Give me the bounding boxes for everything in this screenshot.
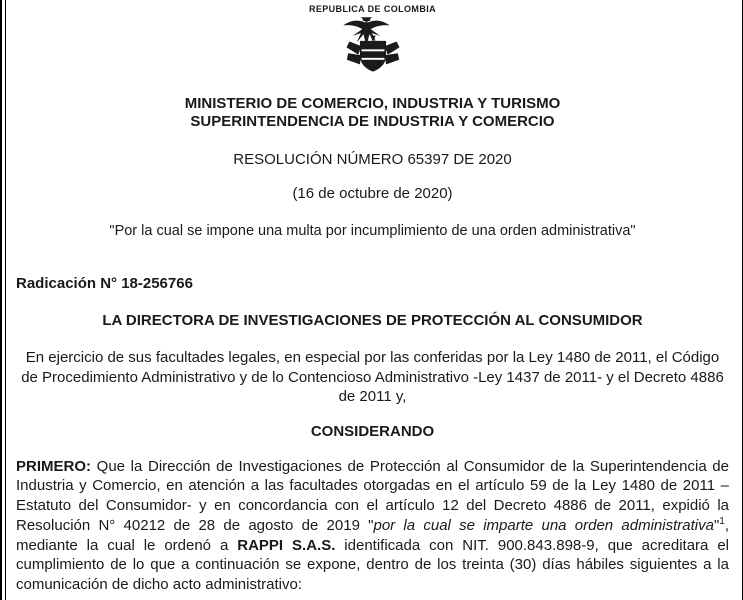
radicacion-number: Radicación N° 18-256766 [16,275,193,292]
primero-quote-close: " [713,516,720,534]
country-label: REPUBLICA DE COLOMBIA [308,4,437,14]
paragraph-primero [16,457,729,596]
colombia-coat-of-arms-icon [333,16,413,84]
page-edge-line-left-inner [5,0,6,600]
company-name: RAPPI S.A.S. [237,536,336,554]
issuing-authority-heading: LA DIRECTORA DE INVESTIGACIONES DE PROTECCIÓN AL CONSUMIDOR [102,312,643,329]
primero-text-2: , mediante la cual le ordenó a [16,516,729,554]
primero-quoted-order-title: por la cual se imparte una orden administrativa [373,516,714,534]
page-edge-line-left-outer [0,0,2,600]
emblem-container [16,16,729,86]
ministry-title-line1: MINISTERIO DE COMERCIO, INDUSTRIA Y TURISMO [184,95,561,112]
primero-label: PRIMERO: [16,457,91,475]
ministry-title-block [16,95,729,131]
primero-text-1: Que la Dirección de Investigaciones de Protección al Consumidor de la Superintendencia de Industria y Comercio, en atención a las facultades otorgadas en el artículo 59 de la Ley 1480 de 2011 –Estatuto del Consumidor- y en concordancia con el artículo 12 del Decreto 4886 de 2011, expidió la Resolución N° 40212 de 28 de agosto de 2019 " [16,457,729,534]
legal-preamble: En ejercicio de sus facultades legales, en especial por las conferidas por la Ley 1480 de 2011, el Código de Procedimiento Administrativo y de lo Contencioso Administrativo -Ley 1437 de 2011- y el Decreto 4886 de 2011 y, [21,349,724,405]
resolution-number-line: RESOLUCIÓN NÚMERO 65397 DE 2020 [233,151,512,168]
footnote-reference-1: 1 [719,515,725,527]
ministry-title-line2: SUPERINTENDENCIA DE INDUSTRIA Y COMERCIO [190,113,555,130]
resolution-subject-line: "Por la cual se impone una multa por incumplimiento de una orden administrativa" [109,223,636,239]
primero-text-3: identificada con NIT. 900.843.898-9, que acreditara el cumplimiento de lo que a continuación se expone, dentro de los treinta (30) días hábiles siguientes a la comunicación de dicho acto administrativo: [16,536,729,594]
considerando-heading: CONSIDERANDO [310,422,435,440]
resolution-date-line: (16 de octubre de 2020) [292,185,453,202]
